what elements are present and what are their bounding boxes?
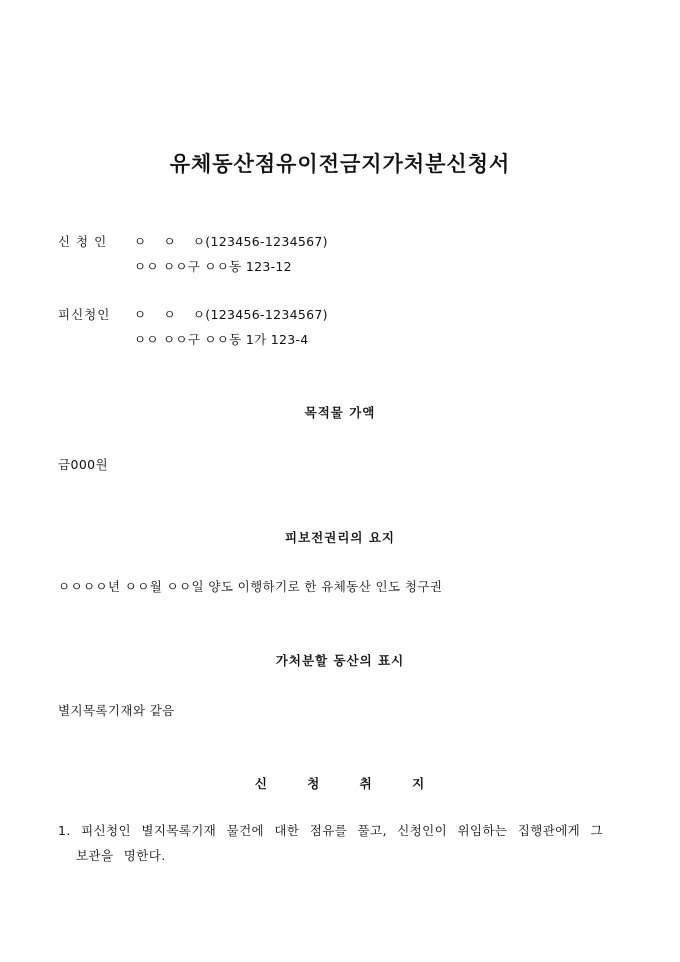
right-text: ㅇㅇㅇㅇ년 ㅇㅇ월 ㅇㅇ일 양도 이행하기로 한 유체동산 인도 청구권 <box>58 579 443 594</box>
document-title: 유체동산점유이전금지가처분신청서 <box>169 152 511 176</box>
property-heading: 가처분할 동산의 표시 <box>275 653 405 668</box>
property-text: 별지목록기재와 같음 <box>58 703 175 718</box>
respondent-label: 피신청인 <box>58 307 111 322</box>
claim-number: 1. <box>58 823 71 838</box>
value-text: 금000원 <box>58 457 109 472</box>
applicant-label: 신 청 인 <box>58 234 108 249</box>
value-heading: 목적물 가액 <box>304 405 376 420</box>
claim-text-line1: 피신청인 별지목록기재 물건에 대한 점유를 풀고, 신청인이 위임하는 집행관에게 그 <box>81 823 603 838</box>
purpose-heading: 신 청 취 지 <box>254 776 426 791</box>
respondent-address: ㅇㅇ ㅇㅇ구 ㅇㅇ동 1가 123-4 <box>134 332 309 347</box>
applicant-address: ㅇㅇ ㅇㅇ구 ㅇㅇ동 123-12 <box>134 259 292 274</box>
claim-item <box>58 818 624 868</box>
claim-text-line2: 보관을 명한다. <box>76 848 166 863</box>
respondent-name: ㅇ ㅇ ㅇ(123456-1234567) <box>134 307 328 322</box>
applicant-name: ㅇ ㅇ ㅇ(123456-1234567) <box>134 234 328 249</box>
right-heading: 피보전권리의 요지 <box>285 530 395 545</box>
